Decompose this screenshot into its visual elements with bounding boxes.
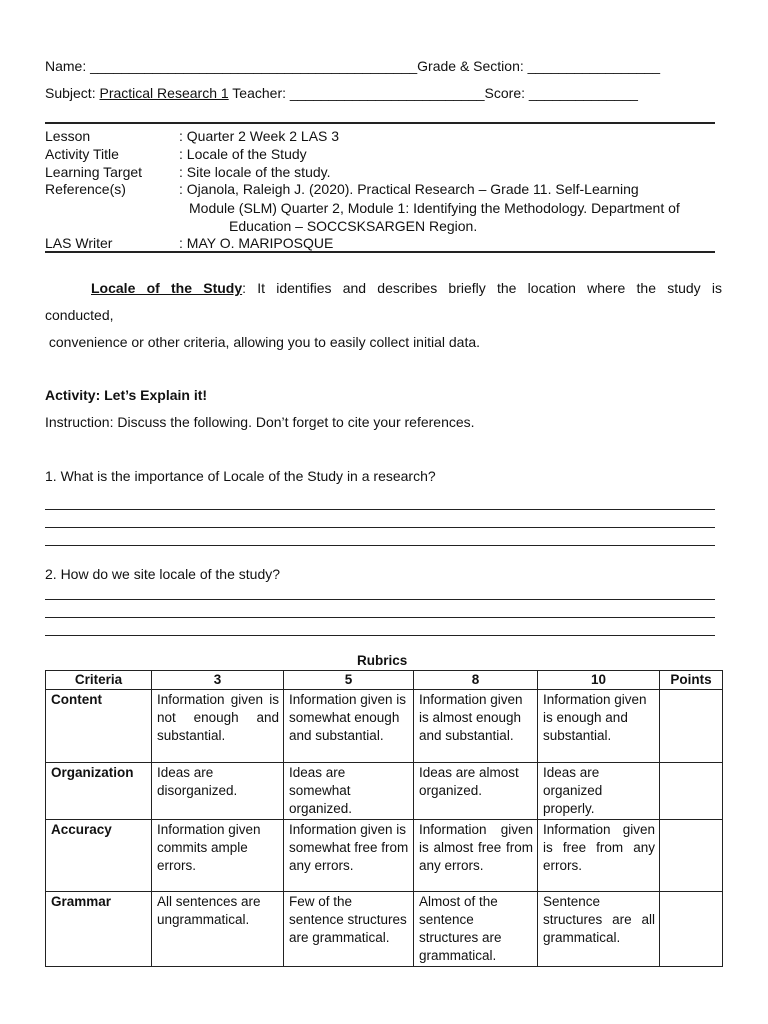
info-label: Activity Title: [45, 146, 119, 162]
info-label: Lesson: [45, 128, 91, 144]
header-divider: [45, 122, 715, 124]
header-score-5: 5: [284, 671, 414, 690]
header-criteria: Criteria: [46, 671, 152, 690]
info-value: : Locale of the Study: [179, 146, 307, 162]
rubric-cell: Ideas are almost organized.: [414, 763, 538, 820]
rubric-cell: Information given is enough and substantial.: [538, 690, 660, 763]
table-row: [46, 820, 723, 892]
question-1: 1. What is the importance of Locale of the Study in a research?: [45, 468, 436, 484]
subject-value: Practical Research 1: [99, 85, 229, 101]
rubric-cell: Ideas are somewhat organized.: [284, 763, 414, 820]
table-row: [46, 892, 723, 967]
points-cell[interactable]: [660, 690, 723, 763]
answer-line[interactable]: [45, 545, 715, 546]
rubric-cell: Information given is almost free from any errors.: [414, 820, 538, 892]
rubric-cell: All sentences are ungrammatical.: [152, 892, 284, 967]
answer-line[interactable]: [45, 599, 715, 600]
subject-line: [45, 85, 638, 101]
header-score-8: 8: [414, 671, 538, 690]
rubric-cell: Information given is free from any errors.: [538, 820, 660, 892]
rubric-cell: Almost of the sentence structures are grammatical.: [414, 892, 538, 967]
info-divider: [45, 251, 715, 253]
info-value: : Site locale of the study.: [179, 164, 331, 180]
answer-line[interactable]: [45, 635, 715, 636]
info-references: [45, 181, 725, 199]
rubric-cell: Few of the sentence structures are grammatical.: [284, 892, 414, 967]
info-references-cont-2: Education – SOCCSKSARGEN Region.: [229, 218, 478, 234]
definition-term: Locale of the Study: [91, 280, 243, 296]
points-cell[interactable]: [660, 763, 723, 820]
info-label: LAS Writer: [45, 235, 113, 251]
criteria-cell: Organization: [46, 763, 152, 820]
rubric-cell: Sentence structures are all grammatical.: [538, 892, 660, 967]
info-references-cont-1: Module (SLM) Quarter 2, Module 1: Identifying the Methodology. Department of: [189, 200, 680, 216]
points-cell[interactable]: [660, 820, 723, 892]
rubric-cell: Information given is almost enough and substantial.: [414, 690, 538, 763]
info-value: : MAY O. MARIPOSQUE: [179, 235, 334, 251]
teacher-score-line[interactable]: Teacher: _________________________Score: ______________: [228, 85, 638, 101]
rubric-cell: Information given commits ample errors.: [152, 820, 284, 892]
rubric-cell: Information given is somewhat enough and substantial.: [284, 690, 414, 763]
activity-instruction: Instruction: Discuss the following. Don’t forget to cite your references.: [45, 414, 475, 430]
table-row: [46, 690, 723, 763]
definition-text-cont2: convenience or other criteria, allowing you to easily collect initial data.: [45, 334, 481, 350]
info-label: Learning Target: [45, 164, 143, 180]
table-row: [46, 763, 723, 820]
definition-paragraph: [91, 280, 722, 296]
info-lesson: [45, 128, 725, 146]
info-label: Reference(s): [45, 181, 126, 197]
question-2: 2. How do we site locale of the study?: [45, 566, 281, 582]
rubric-cell: Ideas are organized properly.: [538, 763, 660, 820]
rubrics-table: [45, 670, 723, 967]
info-value: : Ojanola, Raleigh J. (2020). Practical Research – Grade 11. Self-Learning: [179, 181, 639, 197]
answer-line[interactable]: [45, 527, 715, 528]
header-score-3: 3: [152, 671, 284, 690]
header-score-10: 10: [538, 671, 660, 690]
rubric-cell: Information given is somewhat free from any errors.: [284, 820, 414, 892]
definition-text: : It identifies and describes briefly the location where the study is: [242, 280, 722, 296]
definition-text-cont: conducted,: [45, 307, 114, 323]
header-points: Points: [660, 671, 723, 690]
rubrics-header-row: [46, 671, 723, 690]
criteria-cell: Grammar: [46, 892, 152, 967]
activity-title: Activity: Let’s Explain it!: [45, 387, 208, 403]
info-value: : Quarter 2 Week 2 LAS 3: [179, 128, 340, 144]
answer-line[interactable]: [45, 509, 715, 510]
rubric-cell: Ideas are disorganized.: [152, 763, 284, 820]
info-learning-target: [45, 164, 725, 182]
points-cell[interactable]: [660, 892, 723, 967]
criteria-cell: Accuracy: [46, 820, 152, 892]
info-activity-title: [45, 146, 725, 164]
criteria-cell: Content: [46, 690, 152, 763]
name-line[interactable]: Name: __________________________________________Grade & Section: _________________: [45, 58, 661, 74]
rubric-cell: Information given is not enough and substantial.: [152, 690, 284, 763]
rubrics-title: Rubrics: [357, 653, 408, 668]
subject-label: Subject:: [45, 85, 100, 101]
answer-line[interactable]: [45, 617, 715, 618]
